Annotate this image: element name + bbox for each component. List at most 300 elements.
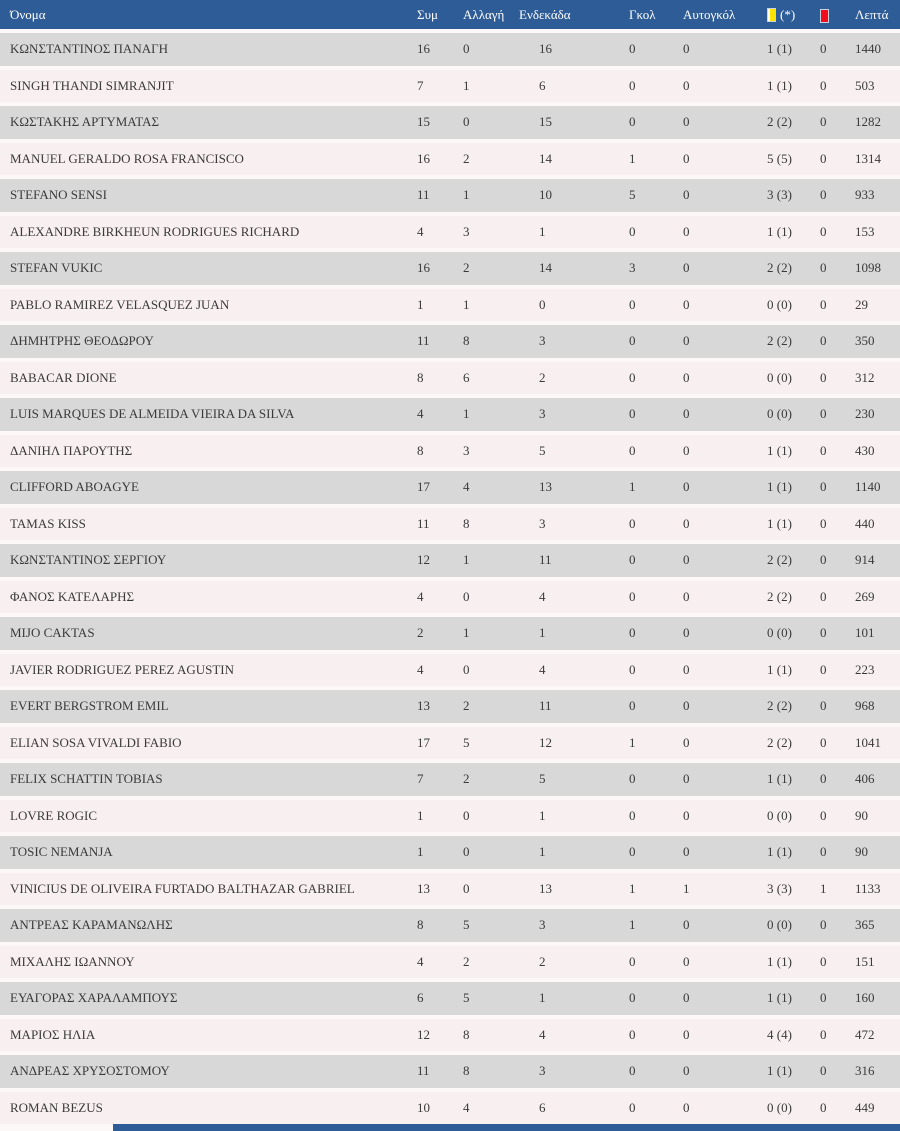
stat-goals: 0 (629, 698, 636, 714)
stat-yellow-cards: 2 (2) (767, 588, 792, 604)
stat-appearances: 13 (417, 880, 430, 896)
stat-starting-eleven: 4 (539, 661, 546, 677)
stat-red-cards: 0 (820, 990, 827, 1006)
stat-minutes: 430 (855, 442, 875, 458)
stat-yellow-cards: 4 (4) (767, 1026, 792, 1042)
stat-goals: 0 (629, 114, 636, 130)
stat-substitution: 8 (463, 333, 470, 349)
table-row (0, 248, 900, 285)
stat-starting-eleven: 1 (539, 807, 546, 823)
stat-substitution: 8 (463, 1026, 470, 1042)
player-name: MANUEL GERALDO ROSA FRANCISCO (10, 150, 244, 166)
player-name: ROMAN BEZUS (10, 1099, 103, 1115)
stat-starting-eleven: 11 (539, 698, 552, 714)
stat-substitution: 0 (463, 844, 470, 860)
stat-substitution: 5 (463, 990, 470, 1006)
stat-own-goals: 0 (683, 41, 690, 57)
stat-goals: 0 (629, 333, 636, 349)
stat-yellow-cards: 1 (1) (767, 990, 792, 1006)
stat-own-goals: 0 (683, 844, 690, 860)
stat-substitution: 2 (463, 771, 470, 787)
stat-starting-eleven: 5 (539, 771, 546, 787)
stat-yellow-cards: 0 (0) (767, 1099, 792, 1115)
stat-goals: 0 (629, 990, 636, 1006)
stat-goals: 1 (629, 479, 636, 495)
stat-yellow-cards: 0 (0) (767, 296, 792, 312)
stat-goals: 0 (629, 661, 636, 677)
stat-yellow-cards: 1 (1) (767, 515, 792, 531)
col-header-own-goals: Αυτογκόλ (683, 6, 736, 22)
player-name: MIJO CAKTAS (10, 625, 95, 641)
player-name: CLIFFORD ABOAGYE (10, 479, 139, 495)
stat-starting-eleven: 3 (539, 1063, 546, 1079)
player-name: ΑΝΔΡΕΑΣ ΧΡΥΣΟΣΤΟΜΟΥ (10, 1063, 170, 1079)
stat-goals: 1 (629, 917, 636, 933)
stat-starting-eleven: 2 (539, 953, 546, 969)
stat-yellow-cards: 1 (1) (767, 1063, 792, 1079)
stat-appearances: 7 (417, 77, 424, 93)
player-name: FELIX SCHATTIN TOBIAS (10, 771, 163, 787)
stat-red-cards: 0 (820, 734, 827, 750)
table-footer (0, 1124, 900, 1131)
stat-own-goals: 0 (683, 588, 690, 604)
stat-minutes: 472 (855, 1026, 875, 1042)
stat-own-goals: 0 (683, 661, 690, 677)
stat-yellow-cards: 0 (0) (767, 369, 792, 385)
stat-own-goals: 0 (683, 625, 690, 641)
stat-goals: 0 (629, 1099, 636, 1115)
table-row (0, 467, 900, 504)
stat-red-cards: 0 (820, 77, 827, 93)
table-row (0, 102, 900, 139)
stat-red-cards: 0 (820, 296, 827, 312)
stat-starting-eleven: 13 (539, 880, 552, 896)
player-name: BABACAR DIONE (10, 369, 117, 385)
stat-own-goals: 0 (683, 552, 690, 568)
stat-goals: 1 (629, 880, 636, 896)
stat-substitution: 3 (463, 223, 470, 239)
stat-appearances: 16 (417, 260, 430, 276)
stat-minutes: 312 (855, 369, 875, 385)
player-name: STEFANO SENSI (10, 187, 107, 203)
stat-red-cards: 0 (820, 41, 827, 57)
stat-substitution: 0 (463, 114, 470, 130)
stat-appearances: 11 (417, 187, 430, 203)
stat-minutes: 1282 (855, 114, 881, 130)
stat-own-goals: 0 (683, 1063, 690, 1079)
stat-red-cards: 0 (820, 625, 827, 641)
stat-red-cards: 0 (820, 515, 827, 531)
stat-yellow-cards: 1 (1) (767, 771, 792, 787)
table-row (0, 504, 900, 541)
stat-yellow-cards: 1 (1) (767, 77, 792, 93)
stat-minutes: 1133 (855, 880, 881, 896)
stat-own-goals: 1 (683, 880, 690, 896)
stat-substitution: 0 (463, 41, 470, 57)
stat-starting-eleven: 3 (539, 515, 546, 531)
table-header-row (0, 0, 900, 29)
player-name: TOSIC NEMANJA (10, 844, 113, 860)
stat-minutes: 101 (855, 625, 875, 641)
stat-substitution: 2 (463, 150, 470, 166)
stat-goals: 0 (629, 41, 636, 57)
stat-minutes: 223 (855, 661, 875, 677)
stat-own-goals: 0 (683, 1026, 690, 1042)
stat-minutes: 449 (855, 1099, 875, 1115)
stat-own-goals: 0 (683, 442, 690, 458)
stat-goals: 0 (629, 588, 636, 604)
stat-own-goals: 0 (683, 479, 690, 495)
stat-starting-eleven: 15 (539, 114, 552, 130)
player-name: TAMAS KISS (10, 515, 86, 531)
stat-goals: 0 (629, 406, 636, 422)
stat-substitution: 1 (463, 406, 470, 422)
stat-substitution: 8 (463, 515, 470, 531)
stat-minutes: 316 (855, 1063, 875, 1079)
stat-starting-eleven: 4 (539, 1026, 546, 1042)
table-row (0, 686, 900, 723)
stat-red-cards: 0 (820, 479, 827, 495)
stat-starting-eleven: 1 (539, 625, 546, 641)
stat-substitution: 6 (463, 369, 470, 385)
player-name: SINGH THANDI SIMRANJIT (10, 77, 174, 93)
table-row (0, 978, 900, 1015)
stat-own-goals: 0 (683, 406, 690, 422)
stat-red-cards: 0 (820, 1099, 827, 1115)
table-row (0, 832, 900, 869)
stat-own-goals: 0 (683, 807, 690, 823)
stat-substitution: 1 (463, 625, 470, 641)
stat-appearances: 6 (417, 990, 424, 1006)
stat-own-goals: 0 (683, 953, 690, 969)
player-name: ΚΩΝΣΤΑΝΤΙΝΟΣ ΣΕΡΓΙΟΥ (10, 552, 167, 568)
stat-own-goals: 0 (683, 114, 690, 130)
stat-yellow-cards: 2 (2) (767, 552, 792, 568)
stat-appearances: 4 (417, 661, 424, 677)
stat-yellow-cards: 1 (1) (767, 479, 792, 495)
stat-substitution: 0 (463, 588, 470, 604)
stat-red-cards: 0 (820, 953, 827, 969)
red-card-icon (820, 9, 829, 23)
table-row (0, 869, 900, 906)
stat-yellow-cards: 2 (2) (767, 114, 792, 130)
table-row (0, 394, 900, 431)
stat-minutes: 269 (855, 588, 875, 604)
stat-minutes: 350 (855, 333, 875, 349)
col-header-name: Όνομα (10, 6, 46, 22)
stat-goals: 1 (629, 734, 636, 750)
yellow-cards-note: (*) (780, 7, 796, 22)
stat-minutes: 90 (855, 807, 868, 823)
stat-substitution: 0 (463, 880, 470, 896)
stat-own-goals: 0 (683, 150, 690, 166)
table-row (0, 321, 900, 358)
stat-appearances: 12 (417, 552, 430, 568)
stat-appearances: 17 (417, 479, 430, 495)
stat-appearances: 4 (417, 223, 424, 239)
stat-own-goals: 0 (683, 1099, 690, 1115)
table-row (0, 905, 900, 942)
stat-substitution: 1 (463, 187, 470, 203)
player-name: VINICIUS DE OLIVEIRA FURTADO BALTHAZAR GABRIEL (10, 880, 355, 896)
col-header-appearances: Συμ (417, 6, 438, 22)
stat-minutes: 933 (855, 187, 875, 203)
stat-starting-eleven: 3 (539, 917, 546, 933)
player-name: ΚΩΣΤΑΚΗΣ ΑΡΤΥΜΑΤΑΣ (10, 114, 160, 130)
table-row (0, 650, 900, 687)
stat-minutes: 1440 (855, 41, 881, 57)
stat-yellow-cards: 0 (0) (767, 917, 792, 933)
stat-red-cards: 0 (820, 661, 827, 677)
stat-starting-eleven: 3 (539, 406, 546, 422)
stat-minutes: 160 (855, 990, 875, 1006)
stat-appearances: 11 (417, 1063, 430, 1079)
stat-goals: 0 (629, 807, 636, 823)
player-name: PABLO RAMIREZ VELASQUEZ JUAN (10, 296, 230, 312)
stat-appearances: 16 (417, 41, 430, 57)
stat-red-cards: 0 (820, 223, 827, 239)
stat-red-cards: 0 (820, 114, 827, 130)
stat-yellow-cards: 3 (3) (767, 880, 792, 896)
stat-minutes: 1140 (855, 479, 881, 495)
stat-yellow-cards: 1 (1) (767, 442, 792, 458)
stat-substitution: 1 (463, 296, 470, 312)
stat-red-cards: 0 (820, 150, 827, 166)
stat-substitution: 1 (463, 77, 470, 93)
player-name: ΚΩΝΣΤΑΝΤΙΝΟΣ ΠΑΝΑΓΗ (10, 41, 168, 57)
stat-appearances: 4 (417, 406, 424, 422)
stat-yellow-cards: 1 (1) (767, 661, 792, 677)
col-header-minutes: Λεπτά (855, 6, 889, 22)
stat-appearances: 1 (417, 296, 424, 312)
stat-appearances: 1 (417, 844, 424, 860)
stat-minutes: 1314 (855, 150, 881, 166)
stat-minutes: 151 (855, 953, 875, 969)
stat-appearances: 10 (417, 1099, 430, 1115)
stat-starting-eleven: 10 (539, 187, 552, 203)
stat-own-goals: 0 (683, 515, 690, 531)
stat-red-cards: 0 (820, 442, 827, 458)
stat-own-goals: 0 (683, 333, 690, 349)
stat-substitution: 0 (463, 807, 470, 823)
table-row (0, 1051, 900, 1088)
stat-own-goals: 0 (683, 734, 690, 750)
stat-yellow-cards: 1 (1) (767, 223, 792, 239)
stat-starting-eleven: 1 (539, 223, 546, 239)
player-name: ALEXANDRE BIRKHEUN RODRIGUES RICHARD (10, 223, 300, 239)
player-name: ELIAN SOSA VIVALDI FABIO (10, 734, 182, 750)
stat-substitution: 2 (463, 953, 470, 969)
stat-red-cards: 0 (820, 187, 827, 203)
table-row (0, 431, 900, 468)
player-name: ΜΙΧΑΛΗΣ ΙΩΑΝΝΟΥ (10, 953, 135, 969)
stat-goals: 0 (629, 515, 636, 531)
stat-goals: 0 (629, 77, 636, 93)
table-row (0, 29, 900, 66)
stat-red-cards: 0 (820, 406, 827, 422)
stat-minutes: 365 (855, 917, 875, 933)
stat-minutes: 440 (855, 515, 875, 531)
stat-yellow-cards: 1 (1) (767, 953, 792, 969)
stat-appearances: 11 (417, 515, 430, 531)
table-row (0, 613, 900, 650)
stat-minutes: 503 (855, 77, 875, 93)
stat-starting-eleven: 12 (539, 734, 552, 750)
player-name: ΔΑΝΙΗΛ ΠΑΡΟΥΤΗΣ (10, 442, 133, 458)
stat-appearances: 8 (417, 369, 424, 385)
stat-red-cards: 0 (820, 771, 827, 787)
col-header-substitution: Αλλαγή (463, 6, 505, 22)
stat-own-goals: 0 (683, 917, 690, 933)
stat-appearances: 1 (417, 807, 424, 823)
stat-yellow-cards: 2 (2) (767, 734, 792, 750)
stat-substitution: 3 (463, 442, 470, 458)
stat-goals: 0 (629, 625, 636, 641)
stat-own-goals: 0 (683, 771, 690, 787)
stat-red-cards: 0 (820, 917, 827, 933)
stat-minutes: 968 (855, 698, 875, 714)
stat-goals: 0 (629, 844, 636, 860)
table-row (0, 66, 900, 103)
stat-yellow-cards: 1 (1) (767, 41, 792, 57)
table-row (0, 796, 900, 833)
stat-substitution: 8 (463, 1063, 470, 1079)
stat-starting-eleven: 1 (539, 990, 546, 1006)
stat-starting-eleven: 16 (539, 41, 552, 57)
stat-appearances: 11 (417, 333, 430, 349)
player-name: LOVRE ROGIC (10, 807, 98, 823)
stat-red-cards: 0 (820, 807, 827, 823)
stat-goals: 0 (629, 953, 636, 969)
table-row (0, 358, 900, 395)
stat-minutes: 1041 (855, 734, 881, 750)
stat-starting-eleven: 11 (539, 552, 552, 568)
footer-left-gap (0, 1124, 113, 1131)
table-row (0, 540, 900, 577)
stat-goals: 0 (629, 771, 636, 787)
player-name: ΕΥΑΓΟΡΑΣ ΧΑΡΑΛΑΜΠΟΥΣ (10, 990, 178, 1006)
stat-substitution: 0 (463, 661, 470, 677)
stat-yellow-cards: 0 (0) (767, 807, 792, 823)
stat-yellow-cards: 5 (5) (767, 150, 792, 166)
stat-goals: 0 (629, 1063, 636, 1079)
stat-starting-eleven: 14 (539, 260, 552, 276)
stat-yellow-cards: 2 (2) (767, 333, 792, 349)
stat-own-goals: 0 (683, 77, 690, 93)
table-body (0, 29, 900, 1124)
stat-starting-eleven: 0 (539, 296, 546, 312)
player-name: JAVIER RODRIGUEZ PEREZ AGUSTIN (10, 661, 235, 677)
table-row (0, 723, 900, 760)
stat-yellow-cards: 3 (3) (767, 187, 792, 203)
stat-goals: 0 (629, 223, 636, 239)
stat-substitution: 1 (463, 552, 470, 568)
stat-red-cards: 0 (820, 260, 827, 276)
stat-appearances: 16 (417, 150, 430, 166)
stat-goals: 0 (629, 1026, 636, 1042)
stat-goals: 0 (629, 369, 636, 385)
stat-starting-eleven: 1 (539, 844, 546, 860)
stat-red-cards: 0 (820, 844, 827, 860)
stat-goals: 3 (629, 260, 636, 276)
stat-substitution: 5 (463, 917, 470, 933)
stat-minutes: 90 (855, 844, 868, 860)
next-section-header-partial (113, 1124, 900, 1131)
stat-starting-eleven: 3 (539, 333, 546, 349)
stat-appearances: 15 (417, 114, 430, 130)
stat-appearances: 8 (417, 917, 424, 933)
stat-substitution: 4 (463, 1099, 470, 1115)
table-row (0, 759, 900, 796)
stat-red-cards: 0 (820, 1026, 827, 1042)
stat-starting-eleven: 6 (539, 77, 546, 93)
stat-red-cards: 0 (820, 588, 827, 604)
table-row (0, 942, 900, 979)
stat-yellow-cards: 0 (0) (767, 406, 792, 422)
table-row (0, 577, 900, 614)
player-name: ΑΝΤΡΕΑΣ ΚΑΡΑΜΑΝΩΛΗΣ (10, 917, 173, 933)
stat-starting-eleven: 6 (539, 1099, 546, 1115)
table-row (0, 1088, 900, 1125)
player-name: EVERT BERGSTROM EMIL (10, 698, 169, 714)
stat-appearances: 13 (417, 698, 430, 714)
stat-substitution: 5 (463, 734, 470, 750)
stat-red-cards: 0 (820, 333, 827, 349)
player-name: ΔΗΜΗΤΡΗΣ ΘΕΟΔΩΡΟΥ (10, 333, 154, 349)
stat-goals: 0 (629, 442, 636, 458)
stat-own-goals: 0 (683, 698, 690, 714)
stat-own-goals: 0 (683, 990, 690, 1006)
stat-minutes: 29 (855, 296, 868, 312)
player-name: LUIS MARQUES DE ALMEIDA VIEIRA DA SILVA (10, 406, 295, 422)
stat-substitution: 4 (463, 479, 470, 495)
stat-minutes: 230 (855, 406, 875, 422)
player-name: ΦΑΝΟΣ ΚΑΤΕΛΑΡΗΣ (10, 588, 135, 604)
stat-starting-eleven: 14 (539, 150, 552, 166)
stat-own-goals: 0 (683, 369, 690, 385)
stat-own-goals: 0 (683, 223, 690, 239)
stat-appearances: 4 (417, 588, 424, 604)
stat-appearances: 7 (417, 771, 424, 787)
table-row (0, 175, 900, 212)
table-row (0, 212, 900, 249)
stat-own-goals: 0 (683, 187, 690, 203)
stat-starting-eleven: 5 (539, 442, 546, 458)
stat-yellow-cards: 2 (2) (767, 260, 792, 276)
stat-minutes: 406 (855, 771, 875, 787)
stat-goals: 5 (629, 187, 636, 203)
stat-yellow-cards: 1 (1) (767, 844, 792, 860)
stat-red-cards: 0 (820, 369, 827, 385)
col-header-starting-eleven: Ενδεκάδα (519, 6, 571, 22)
stat-substitution: 2 (463, 698, 470, 714)
table-row (0, 139, 900, 176)
stat-appearances: 2 (417, 625, 424, 641)
stat-red-cards: 0 (820, 1063, 827, 1079)
stat-red-cards: 0 (820, 698, 827, 714)
stat-starting-eleven: 2 (539, 369, 546, 385)
player-name: STEFAN VUKIC (10, 260, 103, 276)
col-header-goals: Γκολ (629, 6, 656, 22)
stat-starting-eleven: 4 (539, 588, 546, 604)
stat-minutes: 1098 (855, 260, 881, 276)
stat-goals: 0 (629, 552, 636, 568)
stat-red-cards: 1 (820, 880, 827, 896)
stat-appearances: 4 (417, 953, 424, 969)
yellow-card-icon (767, 8, 776, 22)
stat-minutes: 914 (855, 552, 875, 568)
stat-appearances: 8 (417, 442, 424, 458)
